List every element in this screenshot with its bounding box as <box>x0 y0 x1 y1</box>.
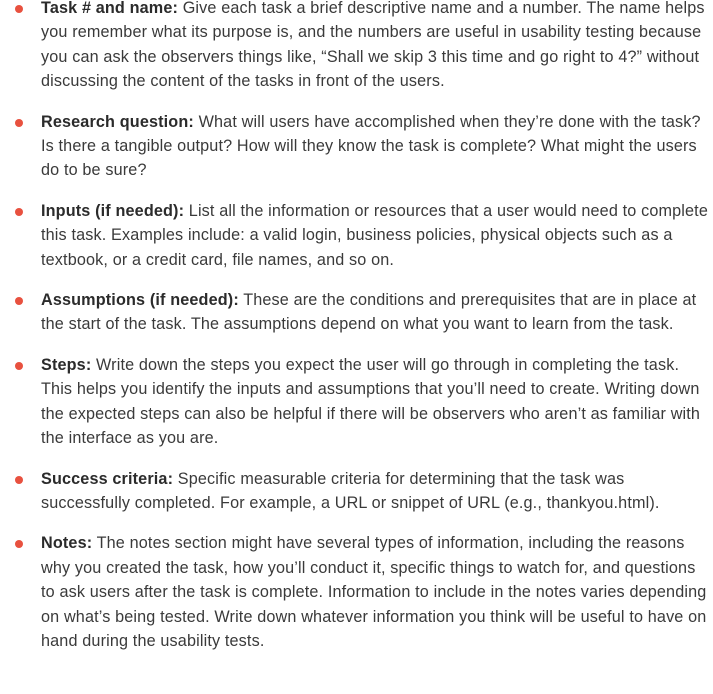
item-description: Give each task a brief descriptive name and a number. The name helps you remember what its purpose is, and the numbers are useful in usability testing because you can ask the observers things like, “Shall we skip 3 this time and go right to 4?” without discussing the content of the tasks in front of the users. <box>41 0 705 91</box>
list-item-inputs <box>0 199 713 272</box>
list-item-steps <box>0 353 713 451</box>
bullet-icon <box>15 297 23 305</box>
bullet-icon <box>15 476 23 484</box>
item-term: Research question: <box>41 112 194 131</box>
item-term: Success criteria: <box>41 469 174 488</box>
list-item-task-name <box>0 0 713 94</box>
bullet-icon <box>15 540 23 548</box>
item-description: What will users have accomplished when they’re done with the task? Is there a tangible output? How will they know the task is complete? What might the users do to be sure? <box>41 112 701 180</box>
item-description: These are the conditions and prerequisites that are in place at the start of the task. The assumptions depend on what you want to learn from the task. <box>41 291 697 334</box>
list-item-success-criteria <box>0 467 713 516</box>
item-description: List all the information or resources that a user would need to complete this task. Examples include: a valid login, business policies, physical objects such as a textbook, or a credit card, file names, and so on. <box>41 201 708 269</box>
item-term: Notes: <box>41 534 93 553</box>
item-term: Steps: <box>41 355 92 374</box>
item-description: Write down the steps you expect the user will go through in completing the task. This helps you identify the inputs and assumptions that you’ll need to create. Writing down the expected steps can also be helpful if there will be observers who aren’t as familiar with the interface as you are. <box>41 355 701 448</box>
item-term: Assumptions (if needed): <box>41 291 239 310</box>
list-item-research-question <box>0 110 713 183</box>
list-item-assumptions <box>0 288 713 337</box>
item-description: The notes section might have several types of information, including the reasons why you created the task, how you’ll conduct it, specific things to watch for, and questions to ask users after the task is complete. Information to include in the notes varies depending on what’s being tested. Write down whatever information you think will be useful to have on hand during the usability tests. <box>41 534 707 650</box>
list-item-notes <box>0 531 713 653</box>
item-term: Task # and name: <box>41 0 179 17</box>
item-term: Inputs (if needed): <box>41 201 185 220</box>
item-description: Specific measurable criteria for determining that the task was successfully completed. For example, a URL or snippet of URL (e.g., thankyou.html). <box>41 469 660 512</box>
bullet-icon <box>15 5 23 13</box>
bullet-icon <box>15 208 23 216</box>
bullet-icon <box>15 362 23 370</box>
bullet-icon <box>15 119 23 127</box>
